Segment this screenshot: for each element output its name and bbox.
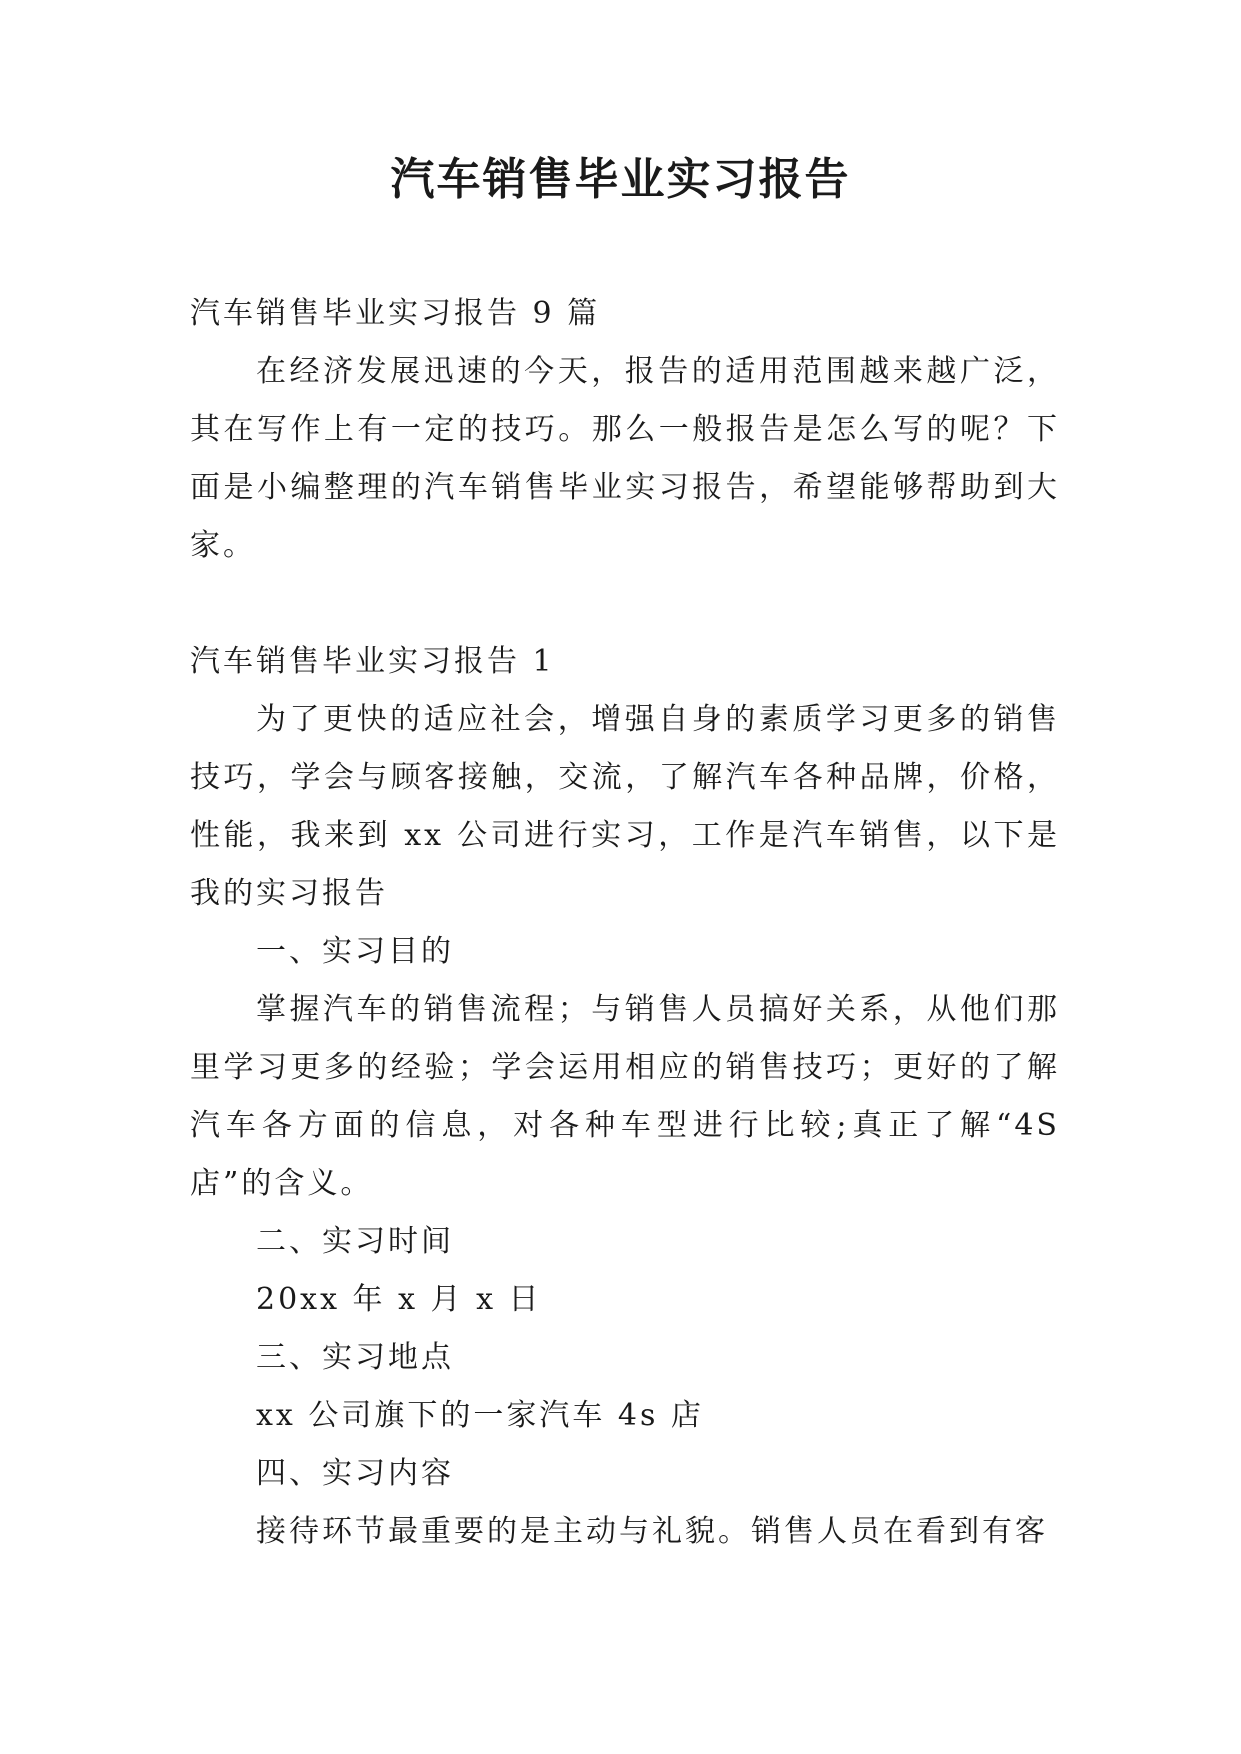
section-title-purpose: 一、实习目的 — [256, 934, 454, 969]
intro-paragraph: 在经济发展迅速的今天，报告的适用范围越来越广泛，其在写作上有一定的技巧。那么一般报告是怎么写的呢？下面是小编整理的汽车销售毕业实习报告，希望能够帮助到大家。 — [190, 354, 1060, 563]
section-title-time: 二、实习时间 — [256, 1224, 454, 1259]
section-text-location: xx 公司旗下的一家汽车 4s 店 — [256, 1398, 704, 1433]
section-text-time: 20xx 年 x 月 x 日 — [256, 1282, 542, 1317]
document-subtitle: 汽车销售毕业实习报告 9 篇 — [190, 296, 601, 331]
document-body — [190, 285, 1060, 1561]
report-heading: 汽车销售毕业实习报告 1 — [190, 644, 555, 679]
document-title: 汽车销售毕业实习报告 — [390, 154, 851, 205]
paragraph-spacer — [190, 575, 1060, 633]
section-text-purpose: 掌握汽车的销售流程；与销售人员搞好关系，从他们那里学习更多的经验；学会运用相应的销售技巧；更好的了解汽车各方面的信息，对各种车型进行比较;真正了解“4S 店”的含义。 — [190, 992, 1060, 1201]
section-text-content: 接待环节最重要的是主动与礼貌。销售人员在看到有客 — [256, 1514, 1048, 1549]
section-title-location: 三、实习地点 — [256, 1340, 454, 1375]
section-title-content: 四、实习内容 — [256, 1456, 454, 1491]
report-paragraph: 为了更快的适应社会，增强自身的素质学习更多的销售技巧，学会与顾客接触，交流，了解汽车各种品牌，价格，性能，我来到 xx 公司进行实习，工作是汽车销售，以下是我的实习报告 — [190, 702, 1060, 911]
